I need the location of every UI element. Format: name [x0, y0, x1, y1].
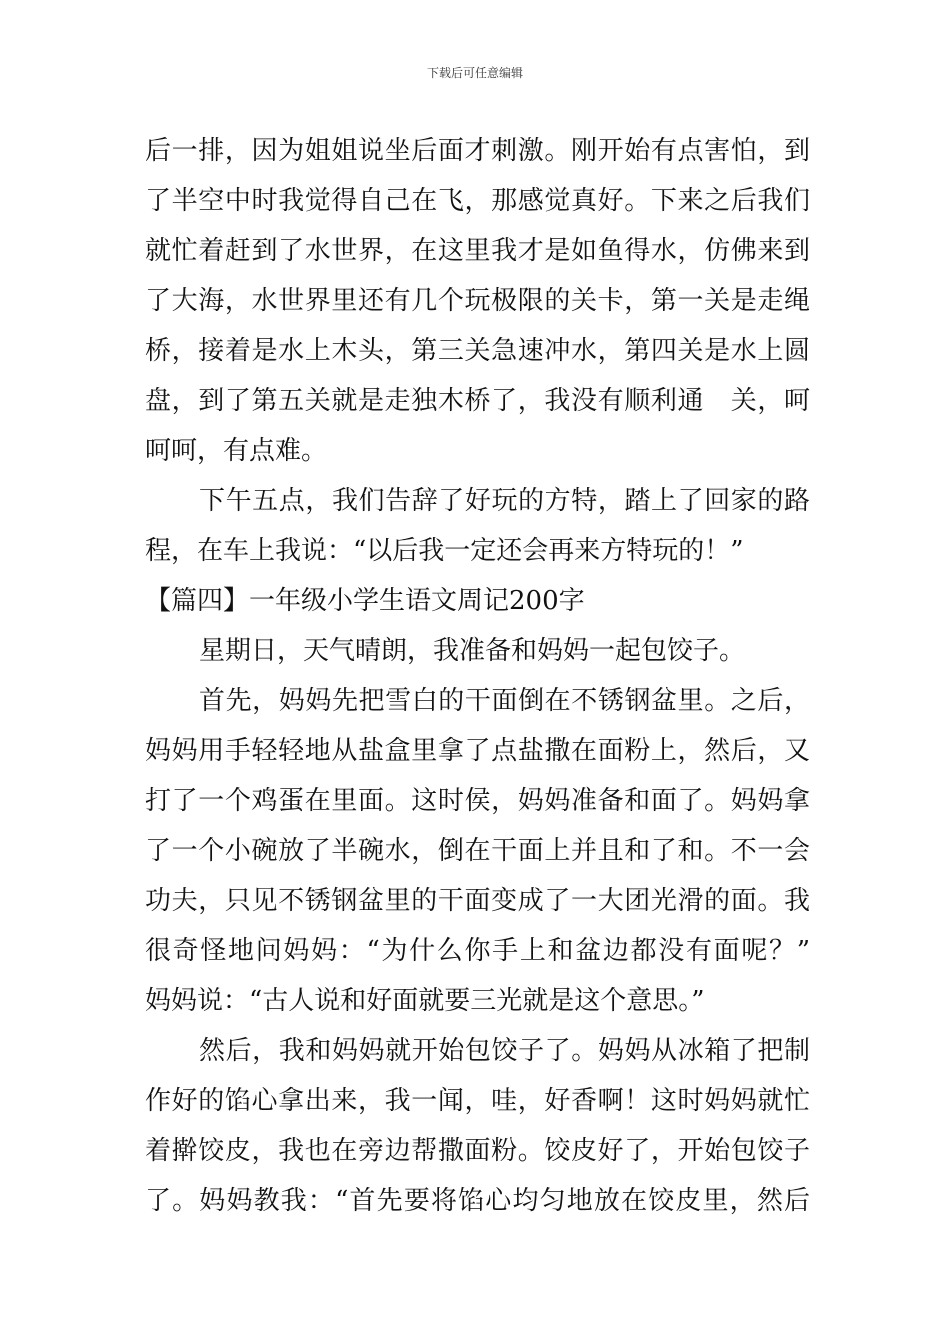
paragraph-line: 下午五点，我们告辞了好玩的方特，踏上了回家的路 — [199, 486, 810, 516]
section-heading: 【篇四】一年级小学生语文周记200字 — [145, 586, 585, 616]
paragraph-line: 就忙着赶到了水世界，在这里我才是如鱼得水，仿佛来到 — [145, 236, 810, 266]
paragraph-line: 然后，我和妈妈就开始包饺子了。妈妈从冰箱了把制 — [199, 1036, 810, 1066]
paragraph-line: 功夫，只见不锈钢盆里的干面变成了一大团光滑的面。我 — [145, 886, 810, 916]
paragraph-line: 首先，妈妈先把雪白的干面倒在不锈钢盆里。之后， — [199, 686, 810, 716]
paragraph-line: 很奇怪地问妈妈：“为什么你手上和盆边都没有面呢？” — [145, 936, 810, 966]
paragraph-line: 妈妈说：“古人说和好面就要三光就是这个意思。” — [145, 986, 705, 1016]
paragraph-line: 作好的馅心拿出来，我一闻，哇，好香啊！这时妈妈就忙 — [145, 1086, 810, 1116]
paragraph-line: 了。妈妈教我：“首先要将馅心均匀地放在饺皮里，然后 — [145, 1186, 810, 1216]
paragraph-line: 了一个小碗放了半碗水，倒在干面上并且和了和。不一会 — [145, 836, 810, 866]
paragraph-line: 盘，到了第五关就是走独木桥了，我没有顺利通 关，呵 — [145, 386, 810, 416]
page-header: 下载后可任意编辑 — [426, 66, 523, 80]
paragraph-line: 程，在车上我说：“以后我一定还会再来方特玩的！” — [145, 536, 744, 566]
document-body — [145, 126, 810, 1226]
paragraph-line: 了大海，水世界里还有几个玩极限的关卡，第一关是走绳 — [145, 286, 810, 316]
paragraph-line: 着擀饺皮，我也在旁边帮撒面粉。饺皮好了，开始包饺子 — [145, 1136, 810, 1166]
paragraph-line: 妈妈用手轻轻地从盐盒里拿了点盐撒在面粉上，然后，又 — [145, 736, 810, 766]
paragraph-line: 星期日，天气晴朗，我准备和妈妈一起包饺子。 — [199, 636, 746, 666]
paragraph-line: 呵呵，有点难。 — [145, 436, 328, 466]
paragraph-line: 打了一个鸡蛋在里面。这时侯，妈妈准备和面了。妈妈拿 — [145, 786, 810, 816]
paragraph-line: 桥，接着是水上木头，第三关急速冲水，第四关是水上圆 — [145, 336, 810, 366]
paragraph-line: 后一排，因为姐姐说坐后面才刺激。刚开始有点害怕，到 — [145, 136, 810, 166]
paragraph-line: 了半空中时我觉得自己在飞，那感觉真好。下来之后我们 — [145, 186, 810, 216]
